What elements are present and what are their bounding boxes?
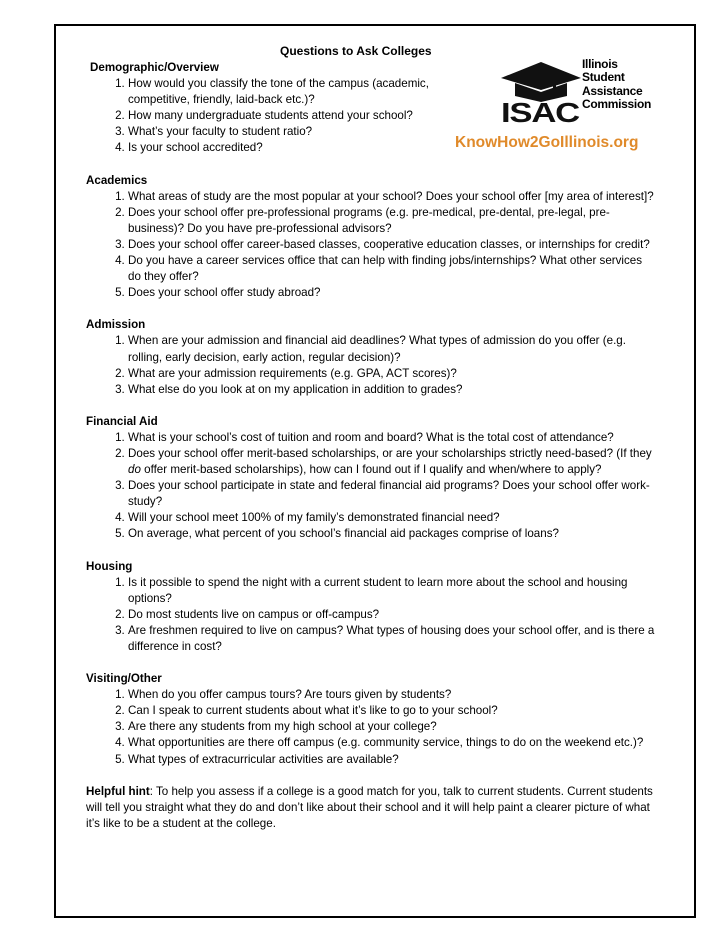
list-item: 1. How would you classify the tone of the campus (academic, competitive, friendly, laid-back etc.)? bbox=[128, 76, 458, 108]
list-item: 1. When are your admission and financial aid deadlines? What types of admission do you offer (e.g. rolling, early decision, early action, regular decision)? bbox=[128, 333, 656, 365]
list-item: 3. Does your school participate in state and federal financial aid programs? Does your school offer work-study? bbox=[128, 478, 656, 510]
website-url[interactable]: KnowHow2GoIllinois.org bbox=[455, 134, 639, 151]
list-item: 3. What’s your faculty to student ratio? bbox=[128, 124, 458, 140]
list-item: 3. Are there any students from my high school at your college? bbox=[128, 719, 656, 735]
logo-line: Commission bbox=[582, 96, 652, 111]
isac-logo-text: ISAC bbox=[501, 97, 580, 124]
list-item: 4. Will your school meet 100% of my family’s demonstrated financial need? bbox=[128, 510, 656, 526]
section-title: Demographic/Overview bbox=[90, 61, 219, 74]
list-item bbox=[128, 446, 656, 478]
list-item: 3. What else do you look at on my application in addition to grades? bbox=[128, 382, 656, 398]
list-item: 3. Does your school offer career-based classes, cooperative education classes, or internships for credit? bbox=[128, 237, 656, 253]
section-title: Financial Aid bbox=[86, 414, 158, 428]
emphasis-text: do bbox=[128, 463, 141, 477]
list-item: 5. On average, what percent of you school’s financial aid packages comprise of loans? bbox=[128, 526, 656, 542]
list-item: 2. How many undergraduate students attend your school? bbox=[128, 108, 458, 124]
page-title: Questions to Ask Colleges bbox=[280, 44, 432, 58]
list-item: 1. What is your school’s cost of tuition and room and board? What is the total cost of attendance? bbox=[128, 430, 656, 446]
list-item-text: (If they bbox=[616, 446, 652, 460]
section-admission bbox=[86, 317, 656, 397]
list-item-text: Does your school offer merit-based scholarships, or are your scholarships strictly need-based? bbox=[128, 446, 614, 460]
list-item: 4. What opportunities are there off campus (e.g. community service, things to do on the weekend etc.)? bbox=[128, 735, 656, 751]
list-item: 2. Does your school offer pre-professional programs (e.g. pre-medical, pre-dental, pre-legal, pre-business)? Do you have pre-professional advisors? bbox=[128, 205, 656, 237]
section-title: Admission bbox=[86, 318, 146, 332]
list-item: 1. Is it possible to spend the night with a current student to learn more about the school and housing options? bbox=[128, 575, 656, 607]
section-title: Academics bbox=[86, 173, 148, 187]
section-housing bbox=[86, 559, 656, 656]
hint-text: : To help you assess if a college is a good match for you, talk to current students. Current students will tell you straight what they do and don’t like about their school and it will help paint a clearer picture of what it’s like to be a student at the college. bbox=[86, 784, 653, 830]
hint-label: Helpful hint bbox=[86, 784, 150, 798]
helpful-hint bbox=[86, 784, 656, 832]
section-financial-aid bbox=[86, 414, 656, 543]
list-item: 4. Is your school accredited? bbox=[128, 140, 458, 156]
list-item: 5. What types of extracurricular activities are available? bbox=[128, 752, 656, 768]
list-item-text: offer merit-based scholarships), how can I found out if I qualify and when/where to apply? bbox=[140, 463, 602, 477]
logo-line: Illinois bbox=[582, 57, 618, 71]
list-item: 3. Are freshmen required to live on campus? What types of housing does your school offer, and is there a difference in cost? bbox=[128, 623, 656, 655]
list-item: 1. When do you offer campus tours? Are tours given by students? bbox=[128, 687, 656, 703]
document-body bbox=[86, 44, 656, 832]
section-title: Visiting/Other bbox=[86, 672, 162, 686]
section-visiting-other bbox=[86, 671, 656, 768]
list-item: 2. Do most students live on campus or off-campus? bbox=[128, 607, 656, 623]
logo-line: Assistance bbox=[582, 83, 643, 98]
list-item: 1. What areas of study are the most popular at your school? Does your school offer [my area of interest]? bbox=[128, 189, 656, 205]
list-item: 2. Can I speak to current students about what it’s like to go to your school? bbox=[128, 703, 656, 719]
list-item: 4. Do you have a career services office that can help with finding jobs/internships? What other services do they offer? bbox=[128, 253, 656, 285]
section-demographic bbox=[86, 57, 656, 157]
list-item: 2. What are your admission requirements (e.g. GPA, ACT scores)? bbox=[128, 366, 656, 382]
logo-line: Student bbox=[582, 70, 625, 85]
section-academics bbox=[86, 173, 656, 302]
list-item: 5. Does your school offer study abroad? bbox=[128, 285, 656, 301]
section-title: Housing bbox=[86, 559, 133, 573]
